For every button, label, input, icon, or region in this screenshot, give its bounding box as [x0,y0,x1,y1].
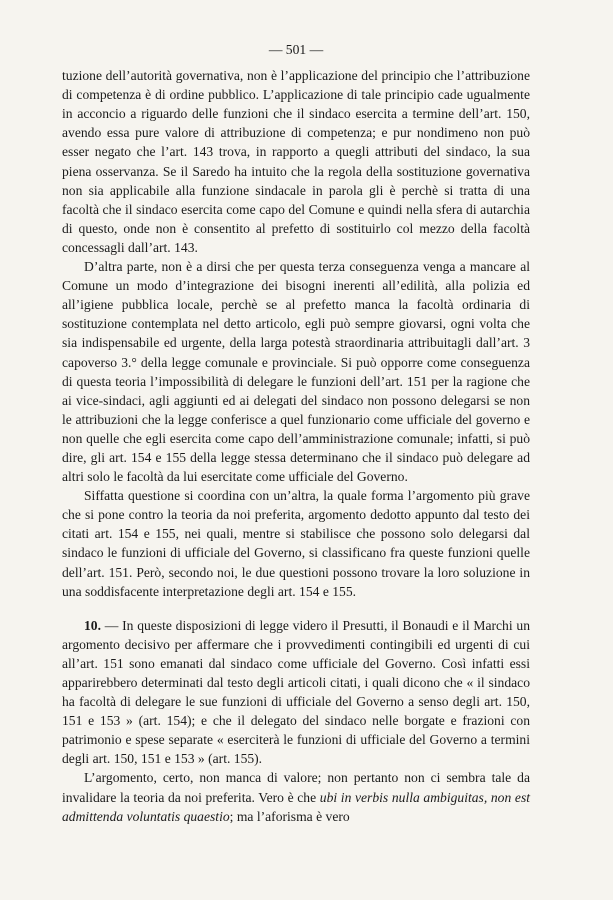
paragraph-4 [62,616,530,769]
paragraph-2: D’altra parte, non è a dirsi che per questa terza conseguenza venga a mancare al Comune un modo d’integrazione dei bisogni inerenti all’edilità, alla polizia ed all’igiene pubblica locale, perchè se al prefetto manca la facoltà ordinaria di sostituzione contemplata nel detto articolo, egli può sempre giovarsi, ogni volta che sia indispensabile ed urgente, della larga potestà straordinaria attribuitagli dall’art. 3 capoverso 3.° della legge comunale e provinciale. Si può opporre come conseguenza di questa teoria l’impossibilità di delegare le funzioni dell’art. 151 per la ragione che ai vice-sindaci, agli aggiunti ed ai delegati del sindaco non possono delegarsi se non le attribuzioni che la legge conferisce a quel funzionario come ufficiale del governo e non quelle che egli esercita come capo dell’amministrazione comunale; infatti, si può dire, gli art. 154 e 155 della legge stessa determinano che il sindaco può delegare ad altri solo le facoltà da lui esercitate come ufficiale del Governo. [62,259,530,485]
paragraph-5 [62,768,530,825]
paragraph-3: Siffatta questione si coordina con un’altra, la quale forma l’argomento più grave che si pone contro la teoria da noi preferita, argomento dedotto appunto dal testo dei citati art. 154 e 155, nei quali, mentre si stabilisce che possono solo delegarsi dal sindaco le funzioni di ufficiale del Governo, si classificano fra queste funzioni quelle dell’art. 151. Però, secondo noi, le due questioni possono trovare la loro soluzione in una soddisfacente interpretazione degli art. 154 e 155. [62,488,530,599]
paragraph-4-text: — In queste disposizioni di legge videro il Presutti, il Bonaudi e il Marchi un argomento decisivo per affermare che i provvedimenti contingibili ed urgenti di cui all’art. 151 sono emanati dal sindaco come ufficiale del Governo. Così infatti essi apparirebbero determinati dal testo degli articoli citati, i quali dicono che « il sindaco ha facoltà di delegare le sue funzioni di ufficiale del Governo a senso degli art. 150, 151 e 153 » (art. 154); e che il delegato del sindaco nelle borgate e frazioni con patrimonio e spese separate « eserciterà le funzioni di ufficiale del Governo a termini degli art. 150, 151 e 153 » (art. 155). [62,617,530,767]
section-number: 10. [84,617,101,633]
document-page [62,40,530,826]
paragraph-5-text-before: L’argomento, certo, non manca di valore; non pertanto non ci sembra tale da invalidare la teoria da noi preferita. Vero è che [62,770,530,805]
paragraph-1: tuzione dell’autorità governativa, non è l’applicazione del principio che l’attribuzione di competenza è di ordine pubblico. L’applicazione di tale principio cade ugualmente in acconcio a riguardo delle funzioni che il sindaco esercita a termine dell’art. 150, avendo essa pure valore di attribuzione di competenza; e pur nondimeno non può esser negato che l’art. 143 trova, in rapporto a quegli attributi del sindaco, la sua piena osservanza. Se il Saredo ha intuito che la regola della sostituzione governativa non sia applicabile alla funzione sindacale in parola gli è perchè si tratta di una facoltà che il sindaco esercita come capo del Comune e quindi nella sfera di autarchia di questo, onde non è consentito al prefetto di sostituirlo col mezzo della facoltà concessagli dall’art. 143. [62,68,530,255]
paragraph-5-text-after: ; ma l’aforisma è vero [229,808,350,824]
section-gap [62,601,530,616]
latin-quote: ubi in verbis nulla ambiguitas, non est admittenda voluntatis quaestio [62,789,531,824]
page-number: — 501 — [268,42,324,57]
